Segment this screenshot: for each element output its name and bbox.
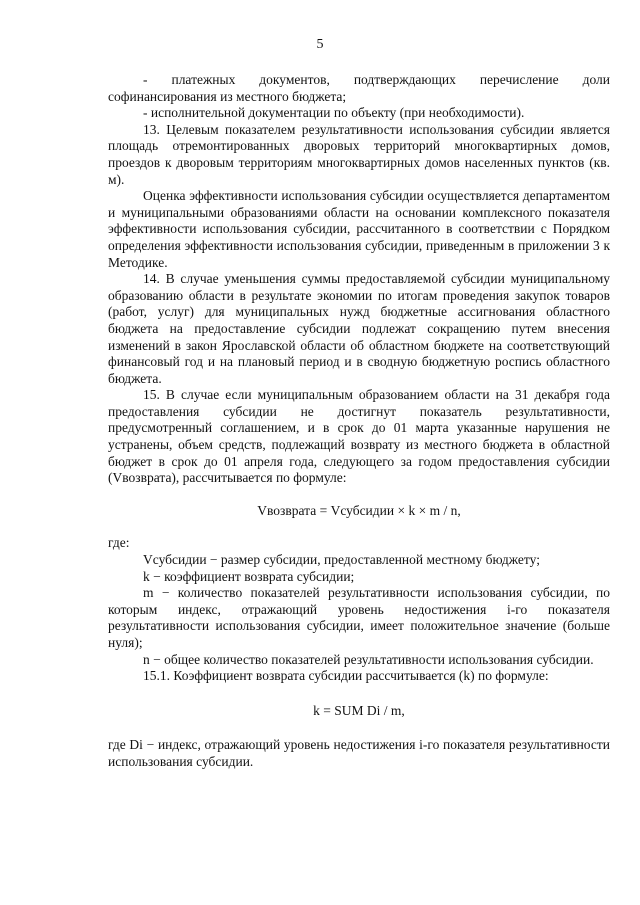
paragraph-evaluation: Оценка эффективности использования субсидии осуществляется департаментом и муниципальными образованиями области на основании комплексного показателя эффективности использования субсидии, рассчитанного в соответствии с Порядком определения эффективности использования субсидии, приведенным в приложении 3 к Методике. xyxy=(108,188,610,270)
definition-n: n − общее количество показателей результативности использования субсидии. xyxy=(143,651,594,667)
where-label: где: xyxy=(108,535,130,551)
formula-return-volume: Vвозврата = Vсубсидии × k × m / n, xyxy=(257,502,461,518)
paragraph-14: 14. В случае уменьшения суммы предоставляемой субсидии муниципальному образованию области в результате экономии по итогам проведения закупок товаров (работ, услуг) для муниципальных нужд бюджетные ассигнования областного бюджета на предоставление субсидии подлежат сокращению путем внесения изменений в закон Ярославской области об областном бюджете на соответствующий финансовый год и на плановый период и в сводную бюджетную роспись областного бюджета. xyxy=(108,271,610,386)
spacer xyxy=(108,685,610,703)
page-number: 5 xyxy=(316,37,324,52)
spacer xyxy=(108,519,610,535)
definition-k: k − коэффициент возврата субсидии; xyxy=(143,568,355,584)
spacer xyxy=(108,487,610,503)
definition-v-subsidy: Vсубсидии − размер субсидии, предоставленной местному бюджету; xyxy=(143,552,540,568)
definition-di: где Di − индекс, отражающий уровень недостижения i-го показателя результативности использования субсидии. xyxy=(108,737,610,769)
formula-return-coefficient: k = SUM Di / m, xyxy=(313,702,405,718)
list-item-executive-documentation: - исполнительной документации по объекту (при необходимости). xyxy=(143,105,525,121)
paragraph-13: 13. Целевым показателем результативности использования субсидии является площадь отремонтированных дворовых территорий многоквартирных домов, проездов к дворовым территориям многоквартирных домов населенных пунктов (кв. м). xyxy=(108,121,610,187)
paragraph-15-1: 15.1. Коэффициент возврата субсидии рассчитывается (k) по формуле: xyxy=(143,668,549,684)
definition-m: m − количество показателей результативности использования субсидии, по которым индекс, отражающий уровень недостижения i-го показателя результативности использования субсидии, имеет положительное значение (больше нуля); xyxy=(108,585,610,650)
document-body xyxy=(108,72,610,771)
spacer xyxy=(108,719,610,737)
list-item-payment-documents: - платежных документов, подтверждающих перечисление доли софинансирования из местного бюджета; xyxy=(108,72,610,104)
paragraph-15: 15. В случае если муниципальным образованием области на 31 декабря года предоставления субсидии не достигнут показатель результативности, предусмотренный соглашением, и в срок до 01 марта указанные нарушения не устранены, объем средств, подлежащий возврату из местного бюджета в областной бюджет в срок до 01 апреля года, следующего за годом предоставления субсидии (Vвозврата), рассчитывается по формуле: xyxy=(108,387,610,486)
